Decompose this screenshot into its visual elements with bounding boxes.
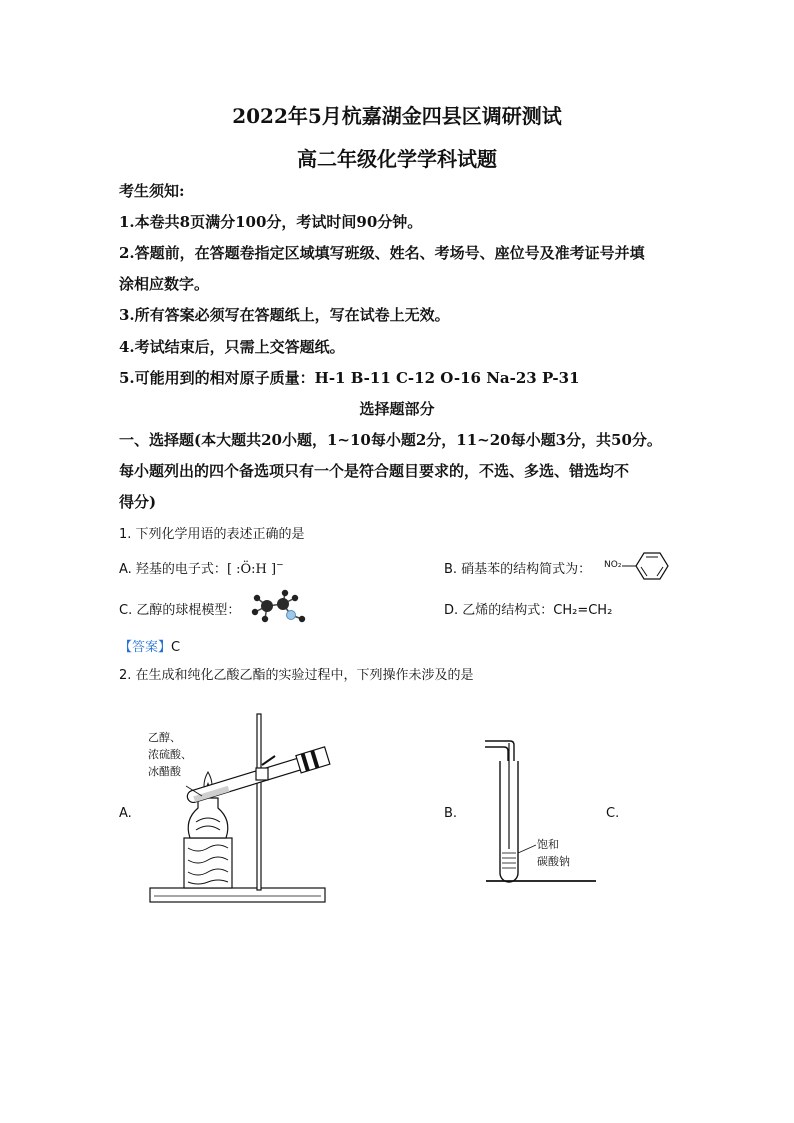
hydroxyl-electron-formula: [ :Ö:H ] xyxy=(226,562,277,577)
reagent-ethanol: 乙醇、 xyxy=(148,731,181,744)
q1-stem: 1. 下列化学用语的表述正确的是 xyxy=(119,527,305,542)
tube-label-sodium-carbonate: 碳酸钠 xyxy=(537,855,570,868)
clamp xyxy=(256,768,268,780)
answer-tag: 【答案】 xyxy=(119,640,172,655)
answer-value: C xyxy=(171,640,181,655)
charge-sign: − xyxy=(276,560,284,571)
tube-labels xyxy=(537,836,570,870)
notice-item-2: 2.答题前，在答题卷指定区域填写班级、姓名、考场号、座位号及准考证号并填 xyxy=(119,244,645,262)
stand-base xyxy=(150,888,325,902)
section-intro-1: 一、选择题(本大题共20小题，1~10每小题2分，11~20每小题3分，共50分。 xyxy=(119,431,662,449)
reagent-sulfuric-acid: 浓硫酸、 xyxy=(148,748,192,761)
q1-option-d: D. 乙烯的结构式：CH₂=CH₂ xyxy=(444,603,613,618)
nitro-group-label: NO₂ xyxy=(604,560,622,570)
section-intro-3: 得分) xyxy=(119,493,157,511)
notice-item-4: 4.考试结束后，只需上交答题纸。 xyxy=(119,338,345,356)
notice-item-3: 3.所有答案必须写在答题纸上，写在试卷上无效。 xyxy=(119,306,450,324)
q2-label-a: A. xyxy=(119,806,132,821)
notice-item-1: 1.本卷共8页满分100分，考试时间90分钟。 xyxy=(119,213,423,231)
notice-item-2-cont: 涂相应数字。 xyxy=(119,275,210,293)
ethanol-ball-stick-model-icon xyxy=(249,588,309,626)
tube-label-saturated: 饱和 xyxy=(537,838,559,851)
reagent-acetic-acid: 冰醋酸 xyxy=(148,765,181,778)
q1-option-a xyxy=(119,558,284,577)
q2-stem: 2. 在生成和纯化乙酸乙酯的实验过程中，下列操作未涉及的是 xyxy=(119,668,474,683)
heating-apparatus-diagram xyxy=(140,710,340,915)
q1-option-c: C. 乙醇的球棍模型： xyxy=(119,603,241,618)
stand-rod xyxy=(257,714,261,890)
q1-option-b xyxy=(444,558,591,577)
q2-label-b: B. xyxy=(444,806,458,821)
notice-heading: 考生须知: xyxy=(119,182,185,200)
notice-item-5: 5.可能用到的相对原子质量：H-1 B-11 C-12 O-16 Na-23 P-31 xyxy=(119,369,580,387)
benzene-ring-icon xyxy=(622,550,678,582)
section-intro-2: 每小题列出的四个备选项只有一个是符合题目要求的，不选、多选、错选均不 xyxy=(119,462,630,480)
section-heading: 选择题部分 xyxy=(359,400,435,418)
q1-option-b-label: B. 硝基苯的结构简式为： xyxy=(444,562,592,577)
exam-subtitle: 高二年级化学学科试题 xyxy=(297,147,497,171)
exam-title: 2022年5月杭嘉湖金四县区调研测试 xyxy=(232,104,562,128)
q1-option-a-label: A. 羟基的电子式： xyxy=(119,562,227,577)
q2-label-c: C. xyxy=(606,806,620,821)
q1-answer xyxy=(119,636,180,655)
